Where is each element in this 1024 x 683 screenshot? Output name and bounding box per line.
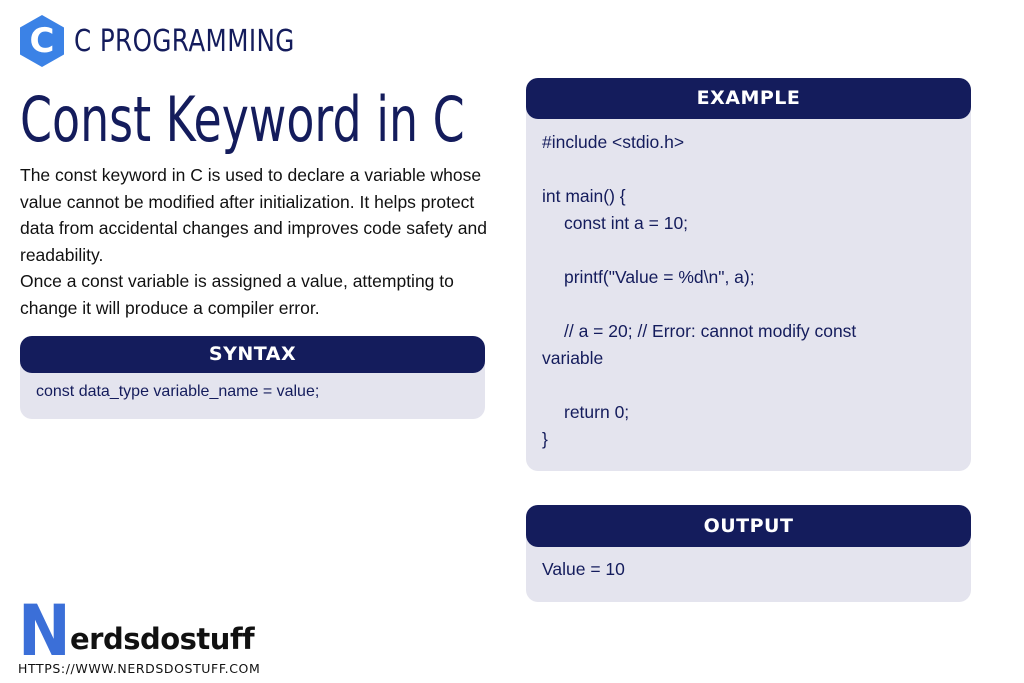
output-text: Value = 10 <box>542 559 625 579</box>
brand-label: C PROGRAMMING <box>74 23 295 59</box>
code-line: variable <box>542 348 604 368</box>
code-line: #include <stdio.h> <box>542 132 685 152</box>
syntax-header: SYNTAX <box>20 336 485 373</box>
code-line <box>542 156 955 183</box>
output-panel <box>526 505 971 602</box>
syntax-code: const data_type variable_name = value; <box>36 383 320 400</box>
description-paragraph: Once a const variable is assigned a value, attempting to change it will produce a compiler error. <box>20 271 454 318</box>
footer-url: HTTPS://WWW.NERDSDOSTUFF.COM <box>18 661 261 676</box>
brand-header <box>18 14 343 68</box>
code-line: // a = 20; // Error: cannot modify const <box>564 321 857 341</box>
logo-word: erdsdostuff <box>70 622 255 656</box>
example-code <box>526 119 971 453</box>
c-logo-icon <box>18 14 66 68</box>
description-paragraph: The const keyword in C is used to declare a variable whose value cannot be modified after initialization. It helps protect data from accidental changes and improves code safety and readability. <box>20 165 487 265</box>
code-line: int main() { <box>542 186 626 206</box>
example-header: EXAMPLE <box>526 78 971 119</box>
code-line <box>542 291 955 318</box>
page-title: Const Keyword in C <box>20 83 465 156</box>
code-line <box>542 237 955 264</box>
code-line: return 0; <box>564 402 630 422</box>
example-panel <box>526 78 971 471</box>
code-line <box>542 372 955 399</box>
svg-text:C: C <box>29 21 55 61</box>
syntax-panel <box>20 336 485 419</box>
code-line: const int a = 10; <box>564 213 689 233</box>
code-line: } <box>542 429 548 449</box>
output-header: OUTPUT <box>526 505 971 547</box>
logo-letter: N <box>18 590 71 672</box>
description <box>20 162 490 321</box>
code-line: printf("Value = %d\n", a); <box>564 267 755 287</box>
